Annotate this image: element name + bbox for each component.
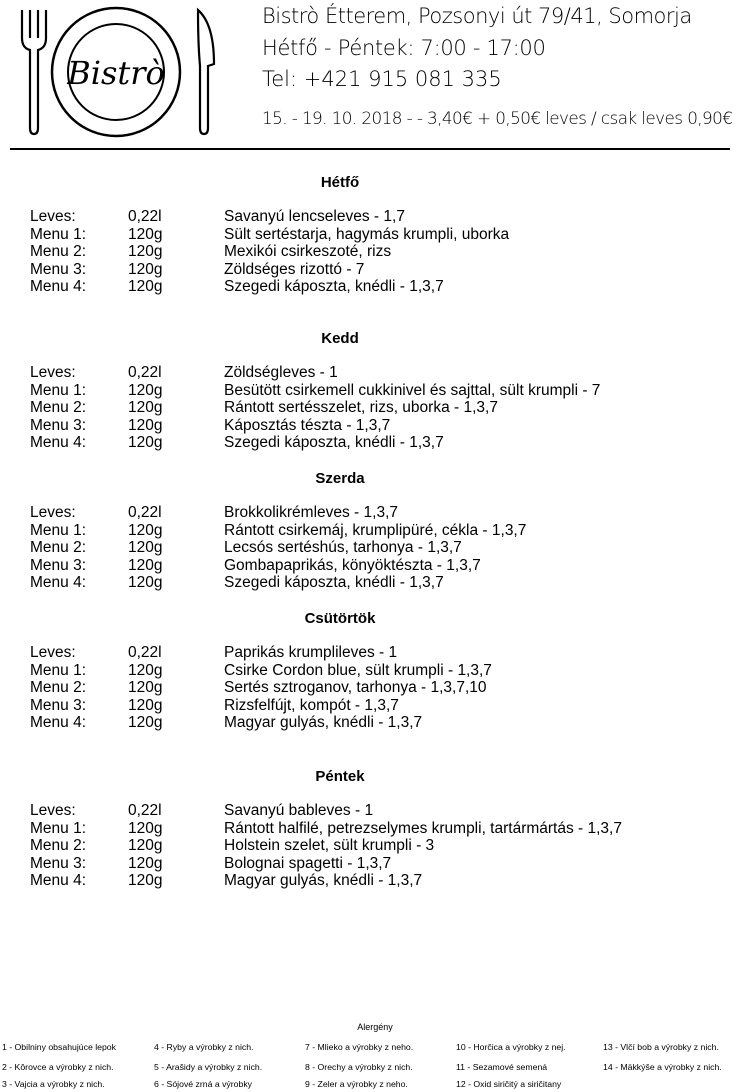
menu-row-dish: Szegedi káposzta, knédli - 1,3,7 xyxy=(224,278,444,295)
menu-row-quantity: 120g xyxy=(128,854,163,872)
menu-row-quantity: 120g xyxy=(128,714,163,731)
restaurant-address: Bistrò Étterem, Pozsonyi út 79/41, Somorja xyxy=(262,4,692,28)
menu-row-dish: Zöldséges rizottó - 7 xyxy=(224,260,365,278)
menu-row-dish: Mexikói csirkeszoté, rizs xyxy=(224,243,392,260)
menu-row-dish: Bolognai spagetti - 1,3,7 xyxy=(224,854,392,872)
allergen-title: Alergény xyxy=(357,1022,393,1032)
menu-row-quantity: 120g xyxy=(128,225,163,243)
bistro-logo-icon xyxy=(8,4,238,144)
menu-row-dish: Káposztás tészta - 1,3,7 xyxy=(224,416,391,434)
day-title: Csütörtök xyxy=(304,610,376,627)
menu-row-label: Menu 2: xyxy=(30,243,87,260)
allergen-item: 1 - Obilniny obsahujúce lepok xyxy=(2,1042,116,1052)
menu-row-quantity: 0,22l xyxy=(128,802,162,819)
menu-row-label: Menu 2: xyxy=(30,679,87,696)
menu-row-dish: Zöldségleves - 1 xyxy=(224,364,338,381)
day-title: Kedd xyxy=(321,330,359,347)
menu-row-quantity: 0,22l xyxy=(128,208,162,225)
menu-row-dish: Rántott sertésszelet, rizs, uborka - 1,3,7 xyxy=(224,399,498,416)
menu-row-quantity: 0,22l xyxy=(128,504,162,521)
menu-row-label: Menu 1: xyxy=(30,819,87,837)
menu-row-dish: Holstein szelet, sült krumpli - 3 xyxy=(224,837,435,854)
menu-row-label: Menu 2: xyxy=(30,837,87,854)
menu-row-label: Menu 3: xyxy=(30,556,87,574)
menu-row-dish: Rántott csirkemáj, krumplipüré, cékla - 1,3,7 xyxy=(224,521,527,539)
menu-row-dish: Savanyú lencseleves - 1,7 xyxy=(224,208,405,225)
allergen-item: 5 - Arašidy a výrobky z nich. xyxy=(154,1062,263,1072)
allergen-item: 8 - Orechy a výrobky z nich. xyxy=(305,1062,413,1072)
menu-row-dish: Magyar gulyás, knédli - 1,3,7 xyxy=(224,714,423,731)
menu-row-quantity: 120g xyxy=(128,539,163,556)
menu-row-dish: Besütött csirkemell cukkinivel és sajttal, sült krumpli - 7 xyxy=(224,381,601,399)
menu-row-label: Leves: xyxy=(30,644,76,661)
menu-row-dish: Szegedi káposzta, knédli - 1,3,7 xyxy=(224,574,444,591)
menu-row-quantity: 120g xyxy=(128,872,163,889)
menu-row-label: Menu 4: xyxy=(30,278,87,295)
allergen-item: 3 - Vajcia a výrobky z nich. xyxy=(2,1079,105,1089)
menu-row-dish: Savanyú bableves - 1 xyxy=(224,802,374,819)
menu-row-dish: Sült sertéstarja, hagymás krumpli, uborka xyxy=(224,225,510,243)
menu-row-label: Menu 1: xyxy=(30,225,87,243)
menu-row-quantity: 0,22l xyxy=(128,644,162,661)
menu-row-label: Leves: xyxy=(30,504,76,521)
menu-row-dish: Gombapaprikás, könyöktészta - 1,3,7 xyxy=(224,556,481,574)
menu-row-quantity: 120g xyxy=(128,521,163,539)
allergen-item: 13 - Vlčí bob a výrobky z nich. xyxy=(603,1042,719,1052)
menu-row-quantity: 120g xyxy=(128,381,163,399)
menu-row-label: Menu 4: xyxy=(30,714,87,731)
menu-row-quantity: 0,22l xyxy=(128,364,162,381)
menu-row-dish: Rántott halfilé, petrezselymes krumpli, tartármártás - 1,3,7 xyxy=(224,819,622,837)
day-title: Hétfő xyxy=(320,174,360,191)
menu-row-label: Menu 3: xyxy=(30,260,87,278)
allergen-item: 2 - Kôrovce a výrobky z nich. xyxy=(2,1062,114,1072)
menu-row-quantity: 120g xyxy=(128,416,163,434)
opening-hours: Hétfő - Péntek: 7:00 - 17:00 xyxy=(262,36,546,60)
allergen-item: 9 - Zeler a výrobky z neho. xyxy=(305,1079,408,1089)
allergen-item: 11 - Sezamové semená xyxy=(456,1062,548,1072)
menu-row-label: Leves: xyxy=(30,208,76,225)
menu-row-dish: Lecsós sertéshús, tarhonya - 1,3,7 xyxy=(224,539,462,556)
menu-row-dish: Magyar gulyás, knédli - 1,3,7 xyxy=(224,872,423,889)
menu-row-dish: Szegedi káposzta, knédli - 1,3,7 xyxy=(224,434,444,451)
allergen-item: 6 - Sójové zrná a výrobky xyxy=(154,1079,253,1089)
menu-row-label: Menu 2: xyxy=(30,539,87,556)
menu-row-quantity: 120g xyxy=(128,434,163,451)
menu-row-dish: Rizsfelfújt, kompót - 1,3,7 xyxy=(224,696,399,714)
allergen-item: 7 - Mlieko a výrobky z neho. xyxy=(305,1042,414,1052)
menu-row-label: Menu 1: xyxy=(30,521,87,539)
allergen-legend xyxy=(0,1042,740,1092)
menu-row-dish: Sertés sztroganov, tarhonya - 1,3,7,10 xyxy=(224,679,487,696)
menu-row-quantity: 120g xyxy=(128,278,163,295)
menu-row-dish: Csirke Cordon blue, sült krumpli - 1,3,7 xyxy=(224,661,492,679)
allergen-item: 10 - Horčica a výrobky z nej. xyxy=(456,1042,566,1052)
menu-row-label: Menu 4: xyxy=(30,574,87,591)
day-title: Péntek xyxy=(315,768,365,785)
menu-row-label: Menu 3: xyxy=(30,854,87,872)
allergen-item: 14 - Mäkkýše a výrobky z nich. xyxy=(603,1062,722,1072)
menu-row-quantity: 120g xyxy=(128,819,163,837)
menu-row-label: Leves: xyxy=(30,802,76,819)
menu-row-quantity: 120g xyxy=(128,837,163,854)
menu-row-quantity: 120g xyxy=(128,661,163,679)
logo-text: Bistrò xyxy=(67,54,165,92)
menu-row-label: Menu 4: xyxy=(30,434,87,451)
day-title: Szerda xyxy=(315,470,365,487)
menu-row-label: Menu 4: xyxy=(30,872,87,889)
menu-row-label: Menu 1: xyxy=(30,381,87,399)
menu-header xyxy=(0,0,740,150)
menu-row-label: Menu 1: xyxy=(30,661,87,679)
menu-row-quantity: 120g xyxy=(128,399,163,416)
menu-row-label: Menu 2: xyxy=(30,399,87,416)
header-divider xyxy=(10,148,730,150)
menu-row-quantity: 120g xyxy=(128,243,163,260)
allergen-item: 4 - Ryby a výrobky z nich. xyxy=(154,1042,254,1052)
menu-row-quantity: 120g xyxy=(128,574,163,591)
menu-row-label: Menu 3: xyxy=(30,696,87,714)
menu-row-label: Menu 3: xyxy=(30,416,87,434)
menu-row-quantity: 120g xyxy=(128,679,163,696)
allergen-item: 12 - Oxid siričitý a siričitany xyxy=(456,1079,562,1089)
menu-row-dish: Brokkolikrémleves - 1,3,7 xyxy=(224,504,399,521)
menu-date-price: 15. - 19. 10. 2018 - - 3,40€ + 0,50€ leves / csak leves 0,90€ xyxy=(262,109,733,129)
phone-number: Tel: +421 915 081 335 xyxy=(262,67,502,91)
menu-row-dish: Paprikás krumplileves - 1 xyxy=(224,644,398,661)
menu-row-quantity: 120g xyxy=(128,260,163,278)
menu-row-quantity: 120g xyxy=(128,696,163,714)
menu-row-label: Leves: xyxy=(30,364,76,381)
menu-row-quantity: 120g xyxy=(128,556,163,574)
